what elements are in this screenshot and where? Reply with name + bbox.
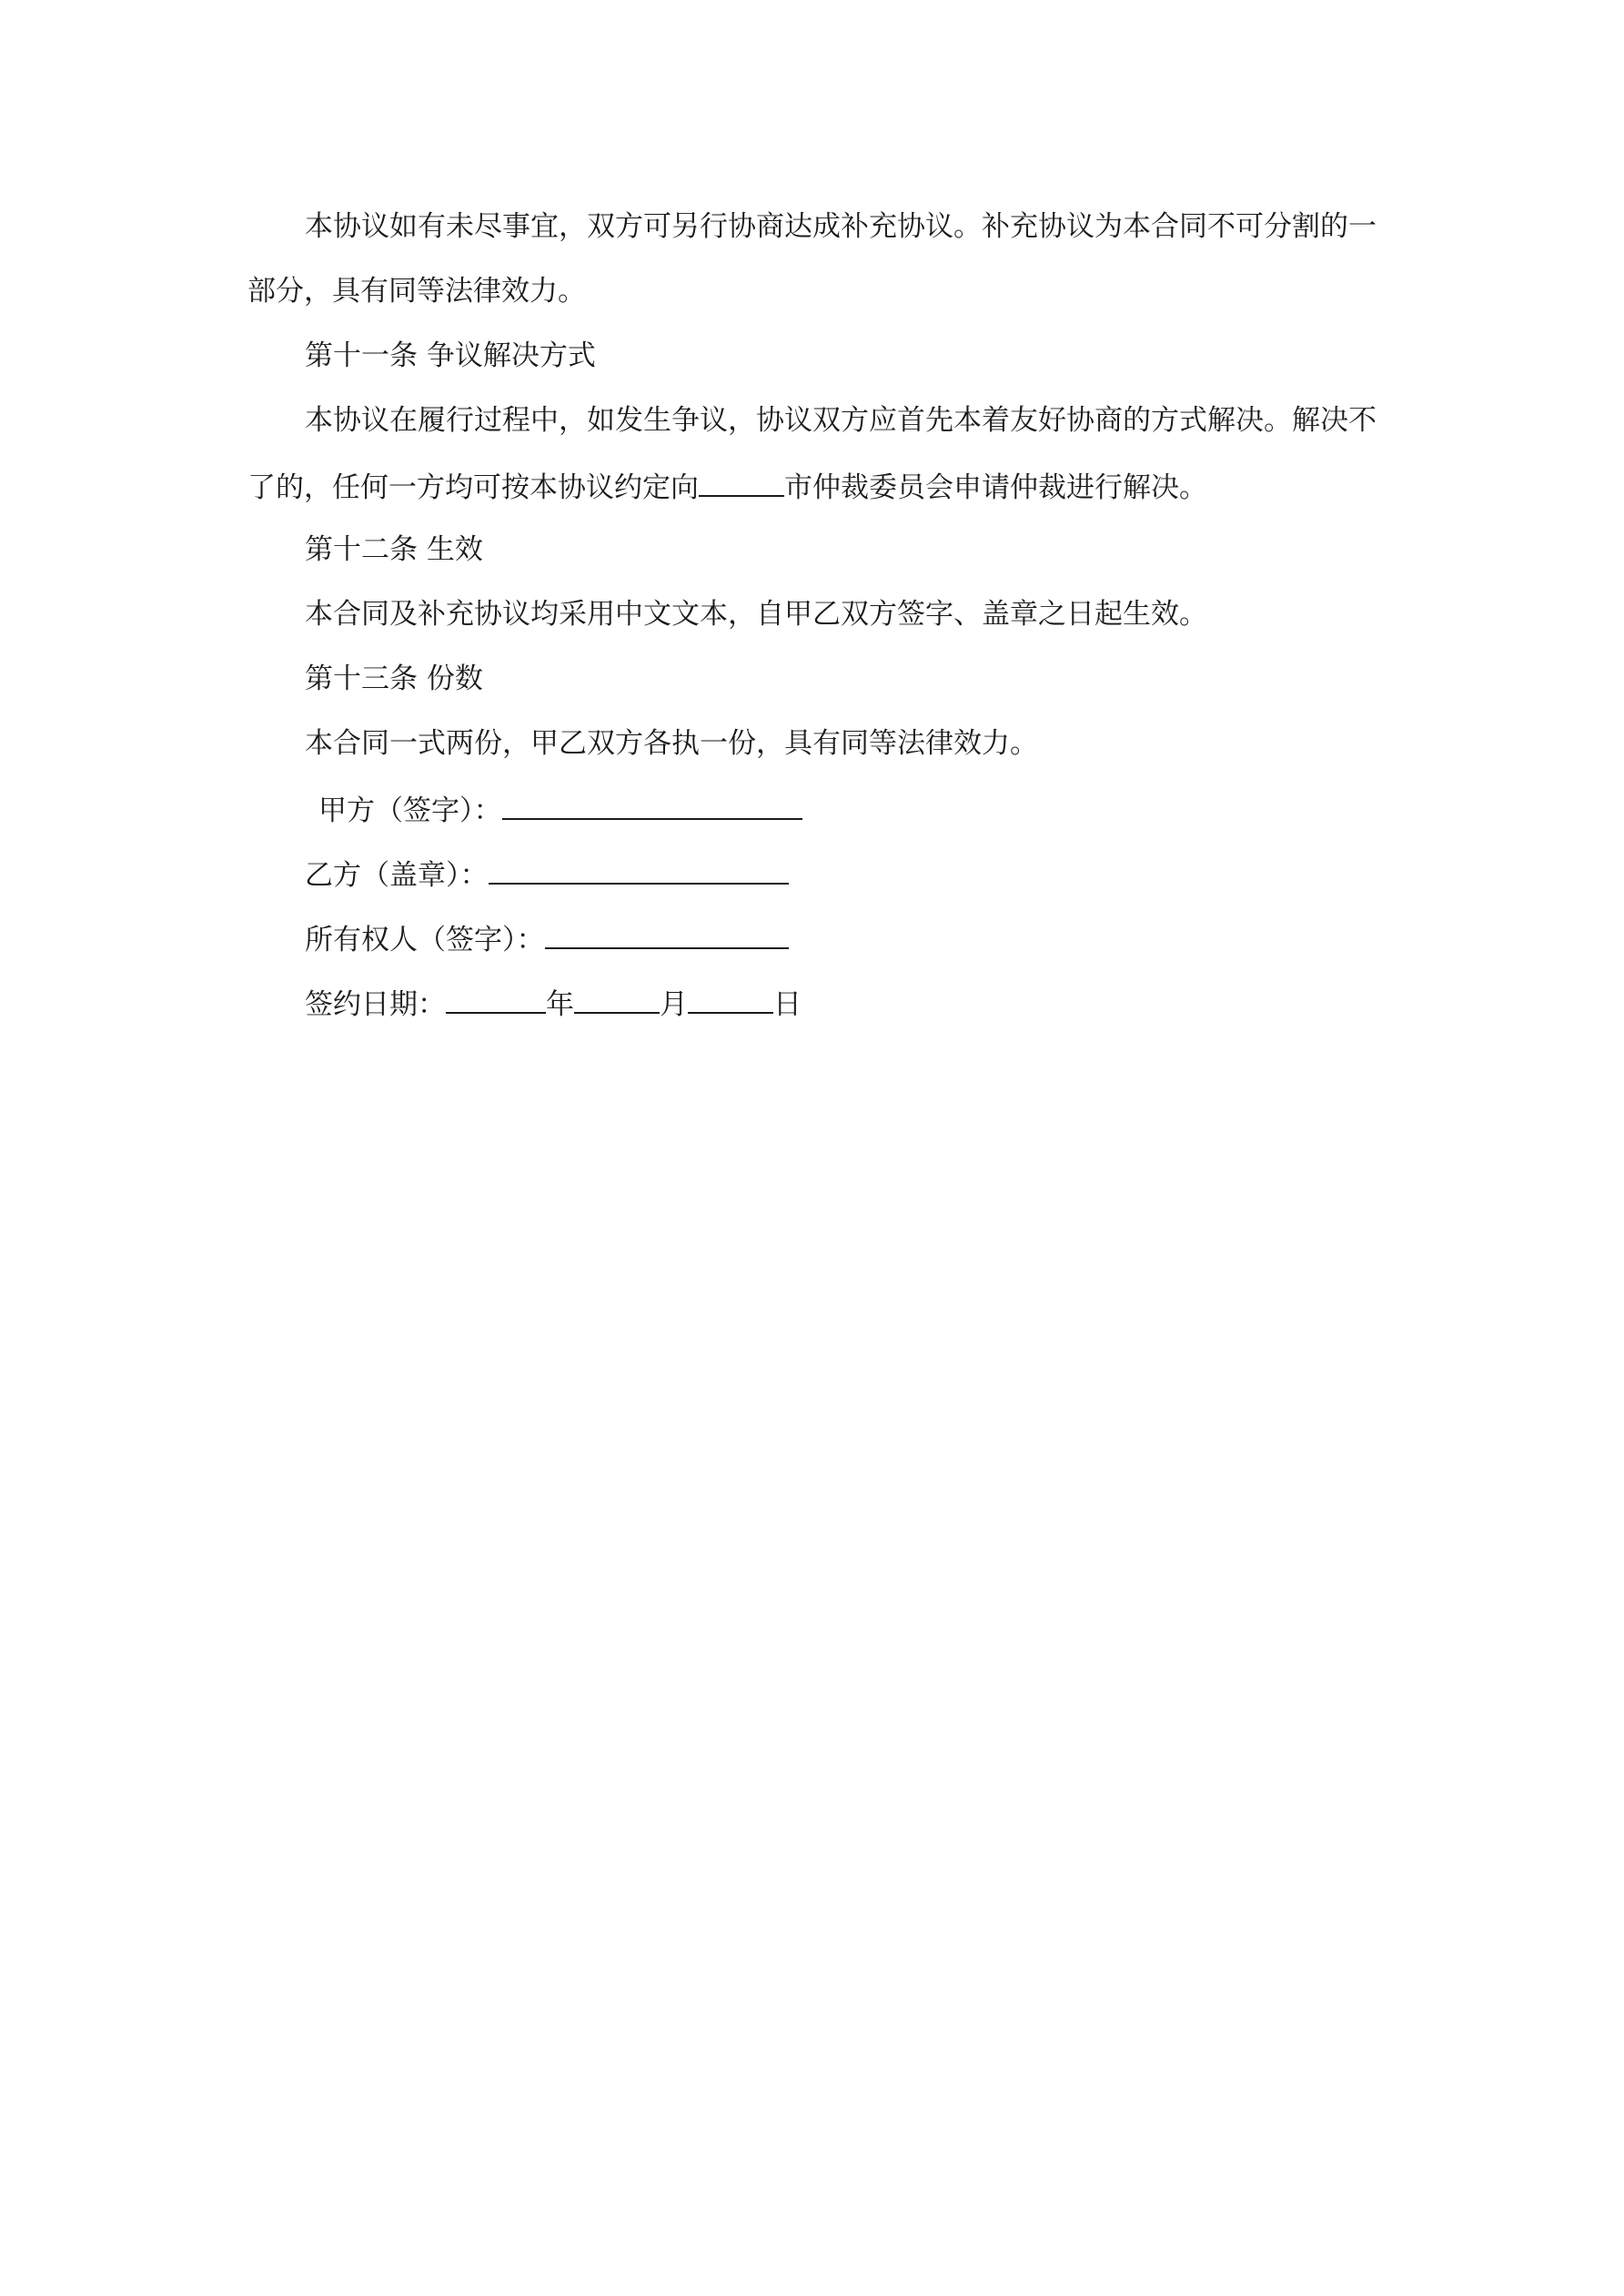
year-label: 年 [546, 988, 574, 1021]
date-label: 签约日期： [305, 988, 446, 1021]
year-blank[interactable] [446, 985, 546, 1014]
clause11-text-before-blank: 了的，任何一方均可按本协议约定向 [247, 471, 699, 504]
party-a-signature-line[interactable] [502, 791, 802, 820]
arbitration-city-blank[interactable] [699, 468, 784, 497]
day-blank[interactable] [688, 985, 773, 1014]
clause10-paragraph-line2: 部分，具有同等法律效力。 [247, 275, 586, 308]
party-b-label: 乙方（盖章）： [305, 859, 489, 892]
clause13-paragraph: 本合同一式两份，甲乙双方各执一份，具有同等法律效力。 [305, 727, 1038, 760]
clause12-heading: 第十二条 生效 [305, 533, 483, 566]
clause11-paragraph-line1: 本协议在履行过程中，如发生争议，协议双方应首先本着友好协商的方式解决。解决不 [305, 404, 1377, 437]
clause10-paragraph-line1: 本协议如有未尽事宜，双方可另行协商达成补充协议。补充协议为本合同不可分割的一 [305, 210, 1377, 243]
party-a-label: 甲方（签字）： [318, 794, 502, 827]
clause11-text-after-blank: 市仲裁委员会申请仲裁进行解决。 [784, 471, 1207, 504]
day-label: 日 [773, 988, 802, 1021]
month-label: 月 [660, 988, 688, 1021]
owner-signature-line[interactable] [545, 920, 789, 949]
party-b-signature-row [305, 855, 789, 893]
party-b-seal-line[interactable] [489, 855, 789, 885]
month-blank[interactable] [574, 985, 660, 1014]
party-a-signature-row [318, 791, 802, 828]
owner-label: 所有权人（签字）： [305, 924, 545, 956]
clause11-paragraph-line2 [247, 468, 1207, 505]
owner-signature-row [305, 920, 789, 957]
clause13-heading: 第十三条 份数 [305, 663, 483, 695]
signing-date-row [305, 985, 802, 1022]
clause12-paragraph: 本合同及补充协议均采用中文文本，自甲乙双方签字、盖章之日起生效。 [305, 598, 1207, 631]
clause11-heading: 第十一条 争议解决方式 [305, 339, 596, 372]
